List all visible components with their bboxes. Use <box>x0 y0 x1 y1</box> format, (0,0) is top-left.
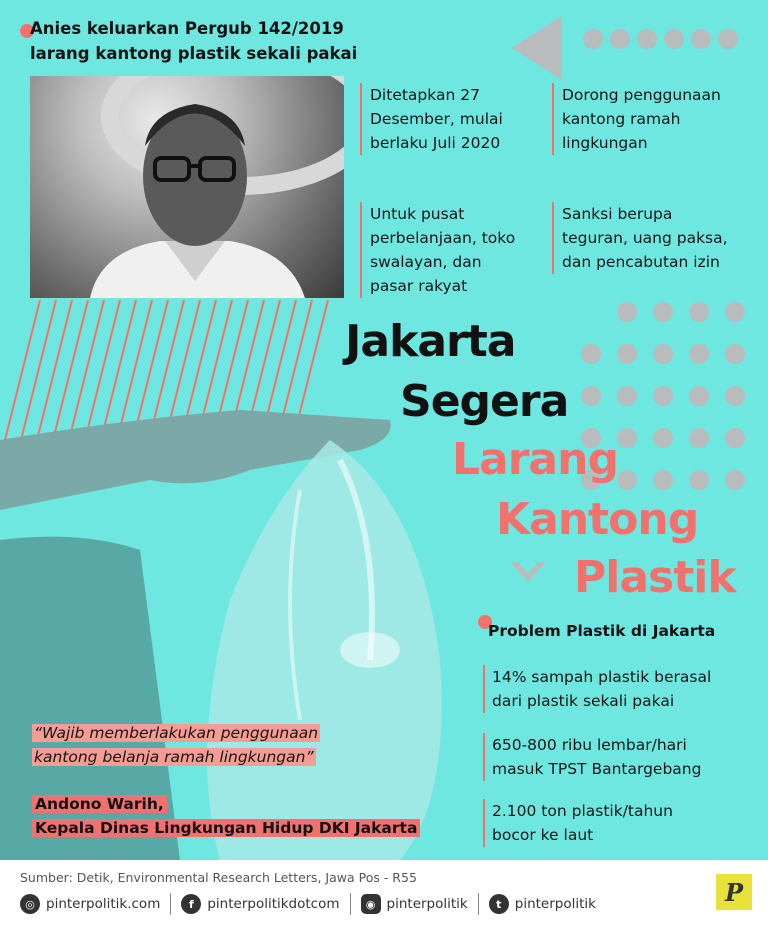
fact-line: Sanksi berupa <box>562 205 673 223</box>
stat-item <box>483 799 673 847</box>
dot-decoration <box>689 470 709 490</box>
facebook-icon: f <box>181 894 201 914</box>
stat-line: masuk TPST Bantargebang <box>492 760 702 778</box>
quote-line: kantong belanja ramah lingkungan” <box>34 748 314 766</box>
social-label: pinterpolitik.com <box>46 896 161 912</box>
fact-line: dan pencabutan izin <box>562 253 720 271</box>
stat-line: 650-800 ribu lembar/hari <box>492 736 687 754</box>
quote-author <box>32 792 420 840</box>
fact-line: Untuk pusat <box>370 205 465 223</box>
instagram-icon: ◉ <box>361 894 381 914</box>
fact-line: swalayan, dan <box>370 253 482 271</box>
stat-item <box>483 665 711 713</box>
dot-decoration <box>725 302 745 322</box>
quote-line: “Wajib memberlakukan penggunaan <box>34 724 319 742</box>
dot-decoration <box>691 29 711 49</box>
dot-decoration <box>689 344 709 364</box>
fact-line: berlaku Juli 2020 <box>370 134 501 152</box>
headline-line2: larang kantong plastik sekali pakai <box>30 44 358 63</box>
footer <box>0 860 768 925</box>
dot-decoration <box>725 344 745 364</box>
dot-decoration <box>653 302 673 322</box>
dot-decoration <box>725 386 745 406</box>
title-word: Plastik <box>574 552 736 603</box>
twitter-icon: t <box>489 894 509 914</box>
dot-decoration <box>725 428 745 448</box>
globe-icon: ◎ <box>20 894 40 914</box>
author-role: Kepala Dinas Lingkungan Hidup DKI Jakarta <box>32 819 420 837</box>
dot-decoration <box>617 302 637 322</box>
dot-decoration <box>617 344 637 364</box>
fact-line: teguran, uang paksa, <box>562 229 728 247</box>
twitter-link[interactable] <box>489 894 596 914</box>
instagram-link[interactable] <box>361 894 468 914</box>
divider <box>350 893 351 915</box>
dot-decoration <box>617 470 637 490</box>
fact-item <box>552 83 721 155</box>
title-word: Segera <box>400 376 569 427</box>
problem-title: Problem Plastik di Jakarta <box>488 622 716 640</box>
divider <box>478 893 479 915</box>
fact-item <box>360 83 503 155</box>
fact-line: lingkungan <box>562 134 648 152</box>
author-name: Andono Warih, <box>32 795 167 813</box>
stat-line: dari plastik sekali pakai <box>492 692 675 710</box>
dot-decoration <box>637 29 657 49</box>
social-label: pinterpolitikdotcom <box>207 896 340 912</box>
dot-decoration <box>653 428 673 448</box>
fact-line: kantong ramah <box>562 110 681 128</box>
social-links <box>20 892 596 916</box>
quote <box>32 721 372 769</box>
stat-item <box>483 733 701 781</box>
stat-line: bocor ke laut <box>492 826 594 844</box>
dot-decoration <box>583 29 603 49</box>
dot-decoration <box>689 428 709 448</box>
fact-item <box>552 202 728 274</box>
dot-decoration <box>581 386 601 406</box>
title-word: Larang <box>452 434 618 485</box>
dot-decoration <box>689 302 709 322</box>
portrait-photo <box>30 76 344 298</box>
dot-decoration <box>653 344 673 364</box>
dot-decoration <box>725 470 745 490</box>
fact-line: pasar rakyat <box>370 277 468 295</box>
stat-line: 2.100 ton plastik/tahun <box>492 802 673 820</box>
social-label: pinterpolitik <box>386 896 468 912</box>
triangle-decoration <box>512 16 562 80</box>
dot-decoration <box>617 386 637 406</box>
dot-decoration <box>689 386 709 406</box>
dot-decoration <box>664 29 684 49</box>
person-portrait-icon <box>30 76 344 298</box>
stat-line: 14% sampah plastik berasal <box>492 668 712 686</box>
headline-line1: Anies keluarkan Pergub 142/2019 <box>30 19 344 38</box>
chevron-down-icon <box>508 560 548 586</box>
source-text: Sumber: Detik, Environmental Research Letters, Jawa Pos - R55 <box>20 870 417 885</box>
fact-line: perbelanjaan, toko <box>370 229 516 247</box>
social-label: pinterpolitik <box>514 896 596 912</box>
fact-item <box>360 202 515 298</box>
dot-decoration <box>617 428 637 448</box>
dot-decoration <box>581 344 601 364</box>
divider <box>170 893 171 915</box>
fact-line: Ditetapkan 27 <box>370 86 480 104</box>
dot-decoration <box>653 470 673 490</box>
pinterpolitik-logo: P <box>716 874 752 910</box>
fact-line: Desember, mulai <box>370 110 503 128</box>
facebook-link[interactable] <box>181 894 339 914</box>
website-link[interactable] <box>20 894 160 914</box>
title-word: Kantong <box>496 494 699 545</box>
dot-decoration <box>653 386 673 406</box>
plastic-bag-photo <box>0 400 470 860</box>
dot-decoration <box>718 29 738 49</box>
hand-plastic-bag-icon <box>0 400 470 860</box>
headline <box>30 16 370 66</box>
dot-decoration <box>610 29 630 49</box>
title-word: Jakarta <box>345 316 516 367</box>
fact-line: Dorong penggunaan <box>562 86 721 104</box>
